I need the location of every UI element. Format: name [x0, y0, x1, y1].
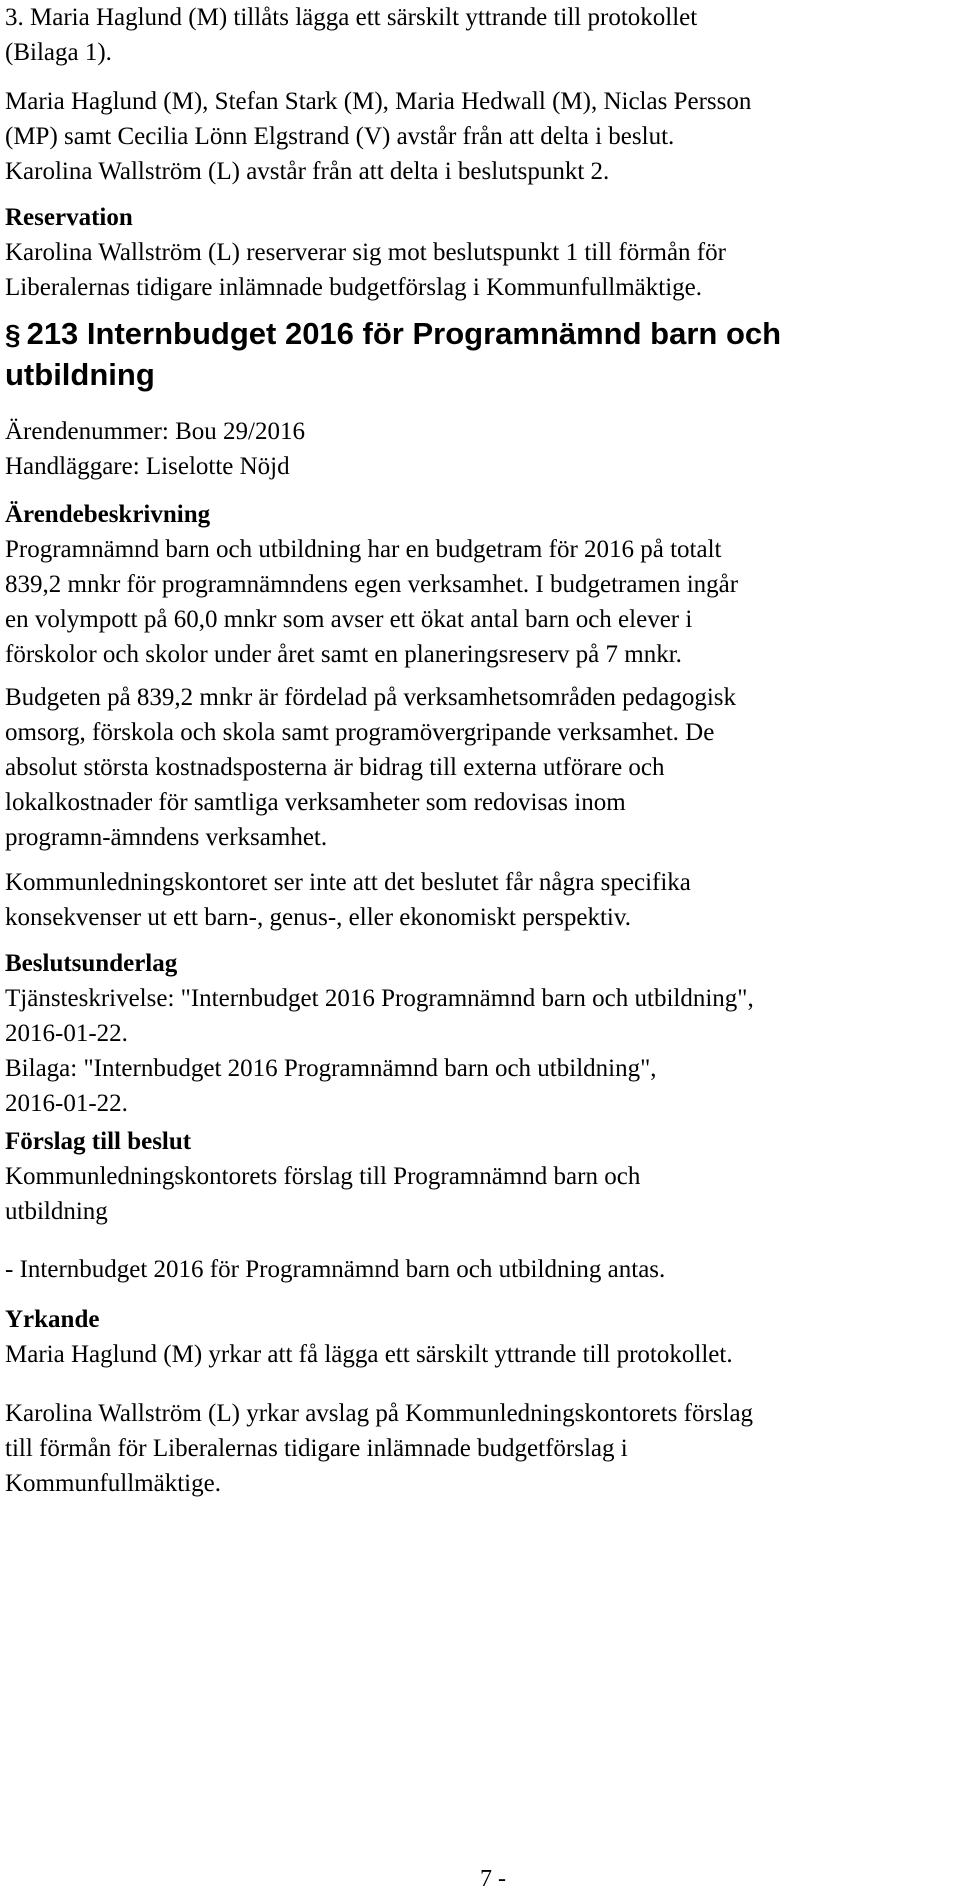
text-line: Bilaga: "Internbudget 2016 Programnämnd barn och utbildning",: [5, 1055, 657, 1082]
section-heading: [5, 314, 950, 395]
protocol-note: [5, 0, 950, 70]
description-paragraph-3: [5, 865, 950, 935]
text-line: förskolor och skolor under året samt en planeringsreserv på 7 mnkr.: [5, 641, 682, 668]
text-line: Tjänsteskrivelse: "Internbudget 2016 Programnämnd barn och utbildning",: [5, 985, 754, 1012]
text-line: lokalkostnader för samtliga verksamheter som redovisas inom: [5, 789, 626, 816]
reservation-heading: Reservation: [5, 204, 133, 231]
text-line: konsekvenser ut ett barn-, genus-, eller ekonomiskt perspektiv.: [5, 904, 631, 931]
page-number: 7 -: [480, 1866, 506, 1892]
text-line: (Bilaga 1).: [5, 39, 112, 66]
text-line: till förmån för Liberalernas tidigare inlämnade budgetförslag i: [5, 1435, 628, 1462]
text-line: Kommunfullmäktige.: [5, 1470, 221, 1497]
case-info: [5, 414, 950, 484]
text-line: omsorg, förskola och skola samt programövergripande verksamhet. De: [5, 719, 715, 746]
text-line: Karolina Wallström (L) avstår från att delta i beslutspunkt 2.: [5, 158, 610, 185]
text-line: Karolina Wallström (L) reserverar sig mot beslutspunkt 1 till förmån för: [5, 239, 726, 266]
text-line: utbildning: [5, 1198, 108, 1225]
text-line: 2016-01-22.: [5, 1090, 128, 1117]
section-title-line: utbildning: [5, 357, 155, 392]
text-line: absolut största kostnadsposterna är bidrag till externa utförare och: [5, 754, 665, 781]
text-line: Maria Haglund (M), Stefan Stark (M), Maria Hedwall (M), Niclas Persson: [5, 88, 752, 115]
text-line: en volympott på 60,0 mnkr som avser ett ökat antal barn och elever i: [5, 606, 693, 633]
case-number: Ärendenummer: Bou 29/2016: [5, 418, 305, 445]
proposal-heading: Förslag till beslut: [5, 1128, 192, 1155]
motion-section: [5, 1302, 950, 1372]
text-line: Karolina Wallström (L) yrkar avslag på Kommunledningskontorets förslag: [5, 1400, 754, 1427]
text-line: - Internbudget 2016 för Programnämnd barn och utbildning antas.: [5, 1256, 666, 1283]
text-line: 3. Maria Haglund (M) tillåts lägga ett särskilt yttrande till protokollet: [5, 4, 698, 31]
motion-heading: Yrkande: [5, 1306, 100, 1333]
text-line: (MP) samt Cecilia Lönn Elgstrand (V) avstår från att delta i beslut.: [5, 123, 675, 150]
text-line: 839,2 mnkr för programnämndens egen verksamhet. I budgetramen ingår: [5, 571, 739, 598]
text-line: programn-ämndens verksamhet.: [5, 824, 328, 851]
text-line: 2016-01-22.: [5, 1020, 128, 1047]
section-sign-icon: §: [5, 319, 21, 350]
case-officer: Handläggare: Liselotte Nöjd: [5, 453, 290, 480]
description-heading: Ärendebeskrivning: [5, 501, 211, 528]
text-line: Budgeten på 839,2 mnkr är fördelad på verksamhetsområden pedagogisk: [5, 684, 737, 711]
basis-heading: Beslutsunderlag: [5, 950, 178, 977]
description-paragraph-2: [5, 680, 950, 855]
motion-paragraph-2: [5, 1396, 950, 1501]
section-title-line: 213 Internbudget 2016 för Programnämnd barn och: [26, 316, 782, 351]
description-section: [5, 497, 950, 672]
reservation-section: [5, 200, 950, 305]
abstention-paragraph: [5, 84, 950, 189]
proposal-section: [5, 1124, 950, 1229]
text-line: Programnämnd barn och utbildning har en budgetram för 2016 på totalt: [5, 536, 722, 563]
text-line: Kommunledningskontoret ser inte att det beslutet får några specifika: [5, 869, 691, 896]
text-line: Liberalernas tidigare inlämnade budgetförslag i Kommunfullmäktige.: [5, 274, 703, 301]
text-line: Kommunledningskontorets förslag till Programnämnd barn och: [5, 1163, 641, 1190]
basis-section: [5, 946, 950, 1121]
text-line: Maria Haglund (M) yrkar att få lägga ett särskilt yttrande till protokollet.: [5, 1341, 733, 1368]
proposal-item: [5, 1252, 950, 1287]
